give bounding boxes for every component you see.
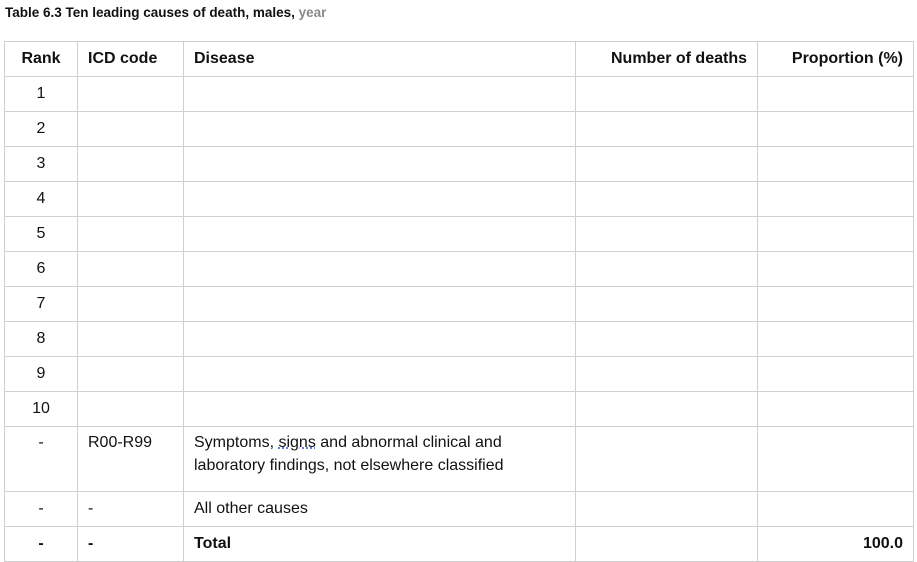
deaths-cell <box>576 217 758 252</box>
deaths-cell <box>576 322 758 357</box>
table-row <box>5 287 914 322</box>
table-row <box>5 357 914 392</box>
deaths-cell <box>576 147 758 182</box>
table-row <box>5 322 914 357</box>
disease-cell <box>184 252 576 287</box>
icd-cell <box>78 357 184 392</box>
rank-cell: 7 <box>5 287 78 322</box>
table-row <box>5 112 914 147</box>
other-causes-row <box>5 492 914 527</box>
proportion-cell <box>758 287 914 322</box>
disease-cell <box>184 147 576 182</box>
table-row <box>5 217 914 252</box>
disease-cell <box>184 322 576 357</box>
header-icd-code: ICD code <box>78 42 184 77</box>
rank-cell: 9 <box>5 357 78 392</box>
icd-cell: R00-R99 <box>78 427 184 492</box>
disease-text-part: and abnormal clinical and laboratory findings, not elsewhere classified <box>194 434 504 474</box>
disease-cell <box>184 112 576 147</box>
table-row <box>5 147 914 182</box>
icd-cell <box>78 112 184 147</box>
icd-cell: - <box>78 492 184 527</box>
disease-cell <box>184 77 576 112</box>
proportion-cell <box>758 77 914 112</box>
disease-cell <box>184 182 576 217</box>
disease-cell <box>184 357 576 392</box>
table-row <box>5 252 914 287</box>
disease-cell: All other causes <box>184 492 576 527</box>
proportion-cell <box>758 147 914 182</box>
proportion-cell <box>758 217 914 252</box>
disease-cell <box>184 287 576 322</box>
header-proportion: Proportion (%) <box>758 42 914 77</box>
proportion-cell <box>758 392 914 427</box>
rank-cell: 4 <box>5 182 78 217</box>
spellcheck-marked-word: signs <box>278 434 316 451</box>
deaths-cell <box>576 492 758 527</box>
causes-of-death-table <box>4 41 914 562</box>
deaths-cell <box>576 427 758 492</box>
rank-cell: 5 <box>5 217 78 252</box>
caption-year-placeholder: year <box>298 5 327 20</box>
proportion-cell <box>758 357 914 392</box>
proportion-cell: 100.0 <box>758 527 914 562</box>
proportion-cell <box>758 322 914 357</box>
icd-cell <box>78 322 184 357</box>
header-row <box>5 42 914 77</box>
deaths-cell <box>576 252 758 287</box>
caption-title: Table 6.3 Ten leading causes of death, males, <box>5 5 299 20</box>
table-row <box>5 77 914 112</box>
icd-cell <box>78 252 184 287</box>
rank-cell: 2 <box>5 112 78 147</box>
rank-cell: 10 <box>5 392 78 427</box>
rank-cell: 1 <box>5 77 78 112</box>
symptoms-row <box>5 427 914 492</box>
proportion-cell <box>758 492 914 527</box>
rank-cell: - <box>5 427 78 492</box>
deaths-cell <box>576 287 758 322</box>
rank-cell: - <box>5 527 78 562</box>
header-rank: Rank <box>5 42 78 77</box>
deaths-cell <box>576 112 758 147</box>
deaths-cell <box>576 527 758 562</box>
deaths-cell <box>576 392 758 427</box>
total-row <box>5 527 914 562</box>
icd-cell: - <box>78 527 184 562</box>
disease-cell <box>184 217 576 252</box>
icd-cell <box>78 77 184 112</box>
icd-cell <box>78 287 184 322</box>
disease-cell <box>184 427 576 492</box>
proportion-cell <box>758 427 914 492</box>
deaths-cell <box>576 77 758 112</box>
table-caption <box>5 4 326 22</box>
disease-cell <box>184 392 576 427</box>
rank-cell: 8 <box>5 322 78 357</box>
rank-cell: 3 <box>5 147 78 182</box>
rank-cell: - <box>5 492 78 527</box>
icd-cell <box>78 147 184 182</box>
proportion-cell <box>758 252 914 287</box>
deaths-cell <box>576 357 758 392</box>
header-number-of-deaths: Number of deaths <box>576 42 758 77</box>
header-disease: Disease <box>184 42 576 77</box>
table-row <box>5 182 914 217</box>
icd-cell <box>78 217 184 252</box>
disease-text-part: Symptoms, <box>194 434 279 451</box>
rank-cell: 6 <box>5 252 78 287</box>
disease-cell: Total <box>184 527 576 562</box>
proportion-cell <box>758 182 914 217</box>
proportion-cell <box>758 112 914 147</box>
icd-cell <box>78 392 184 427</box>
deaths-cell <box>576 182 758 217</box>
icd-cell <box>78 182 184 217</box>
table-row <box>5 392 914 427</box>
